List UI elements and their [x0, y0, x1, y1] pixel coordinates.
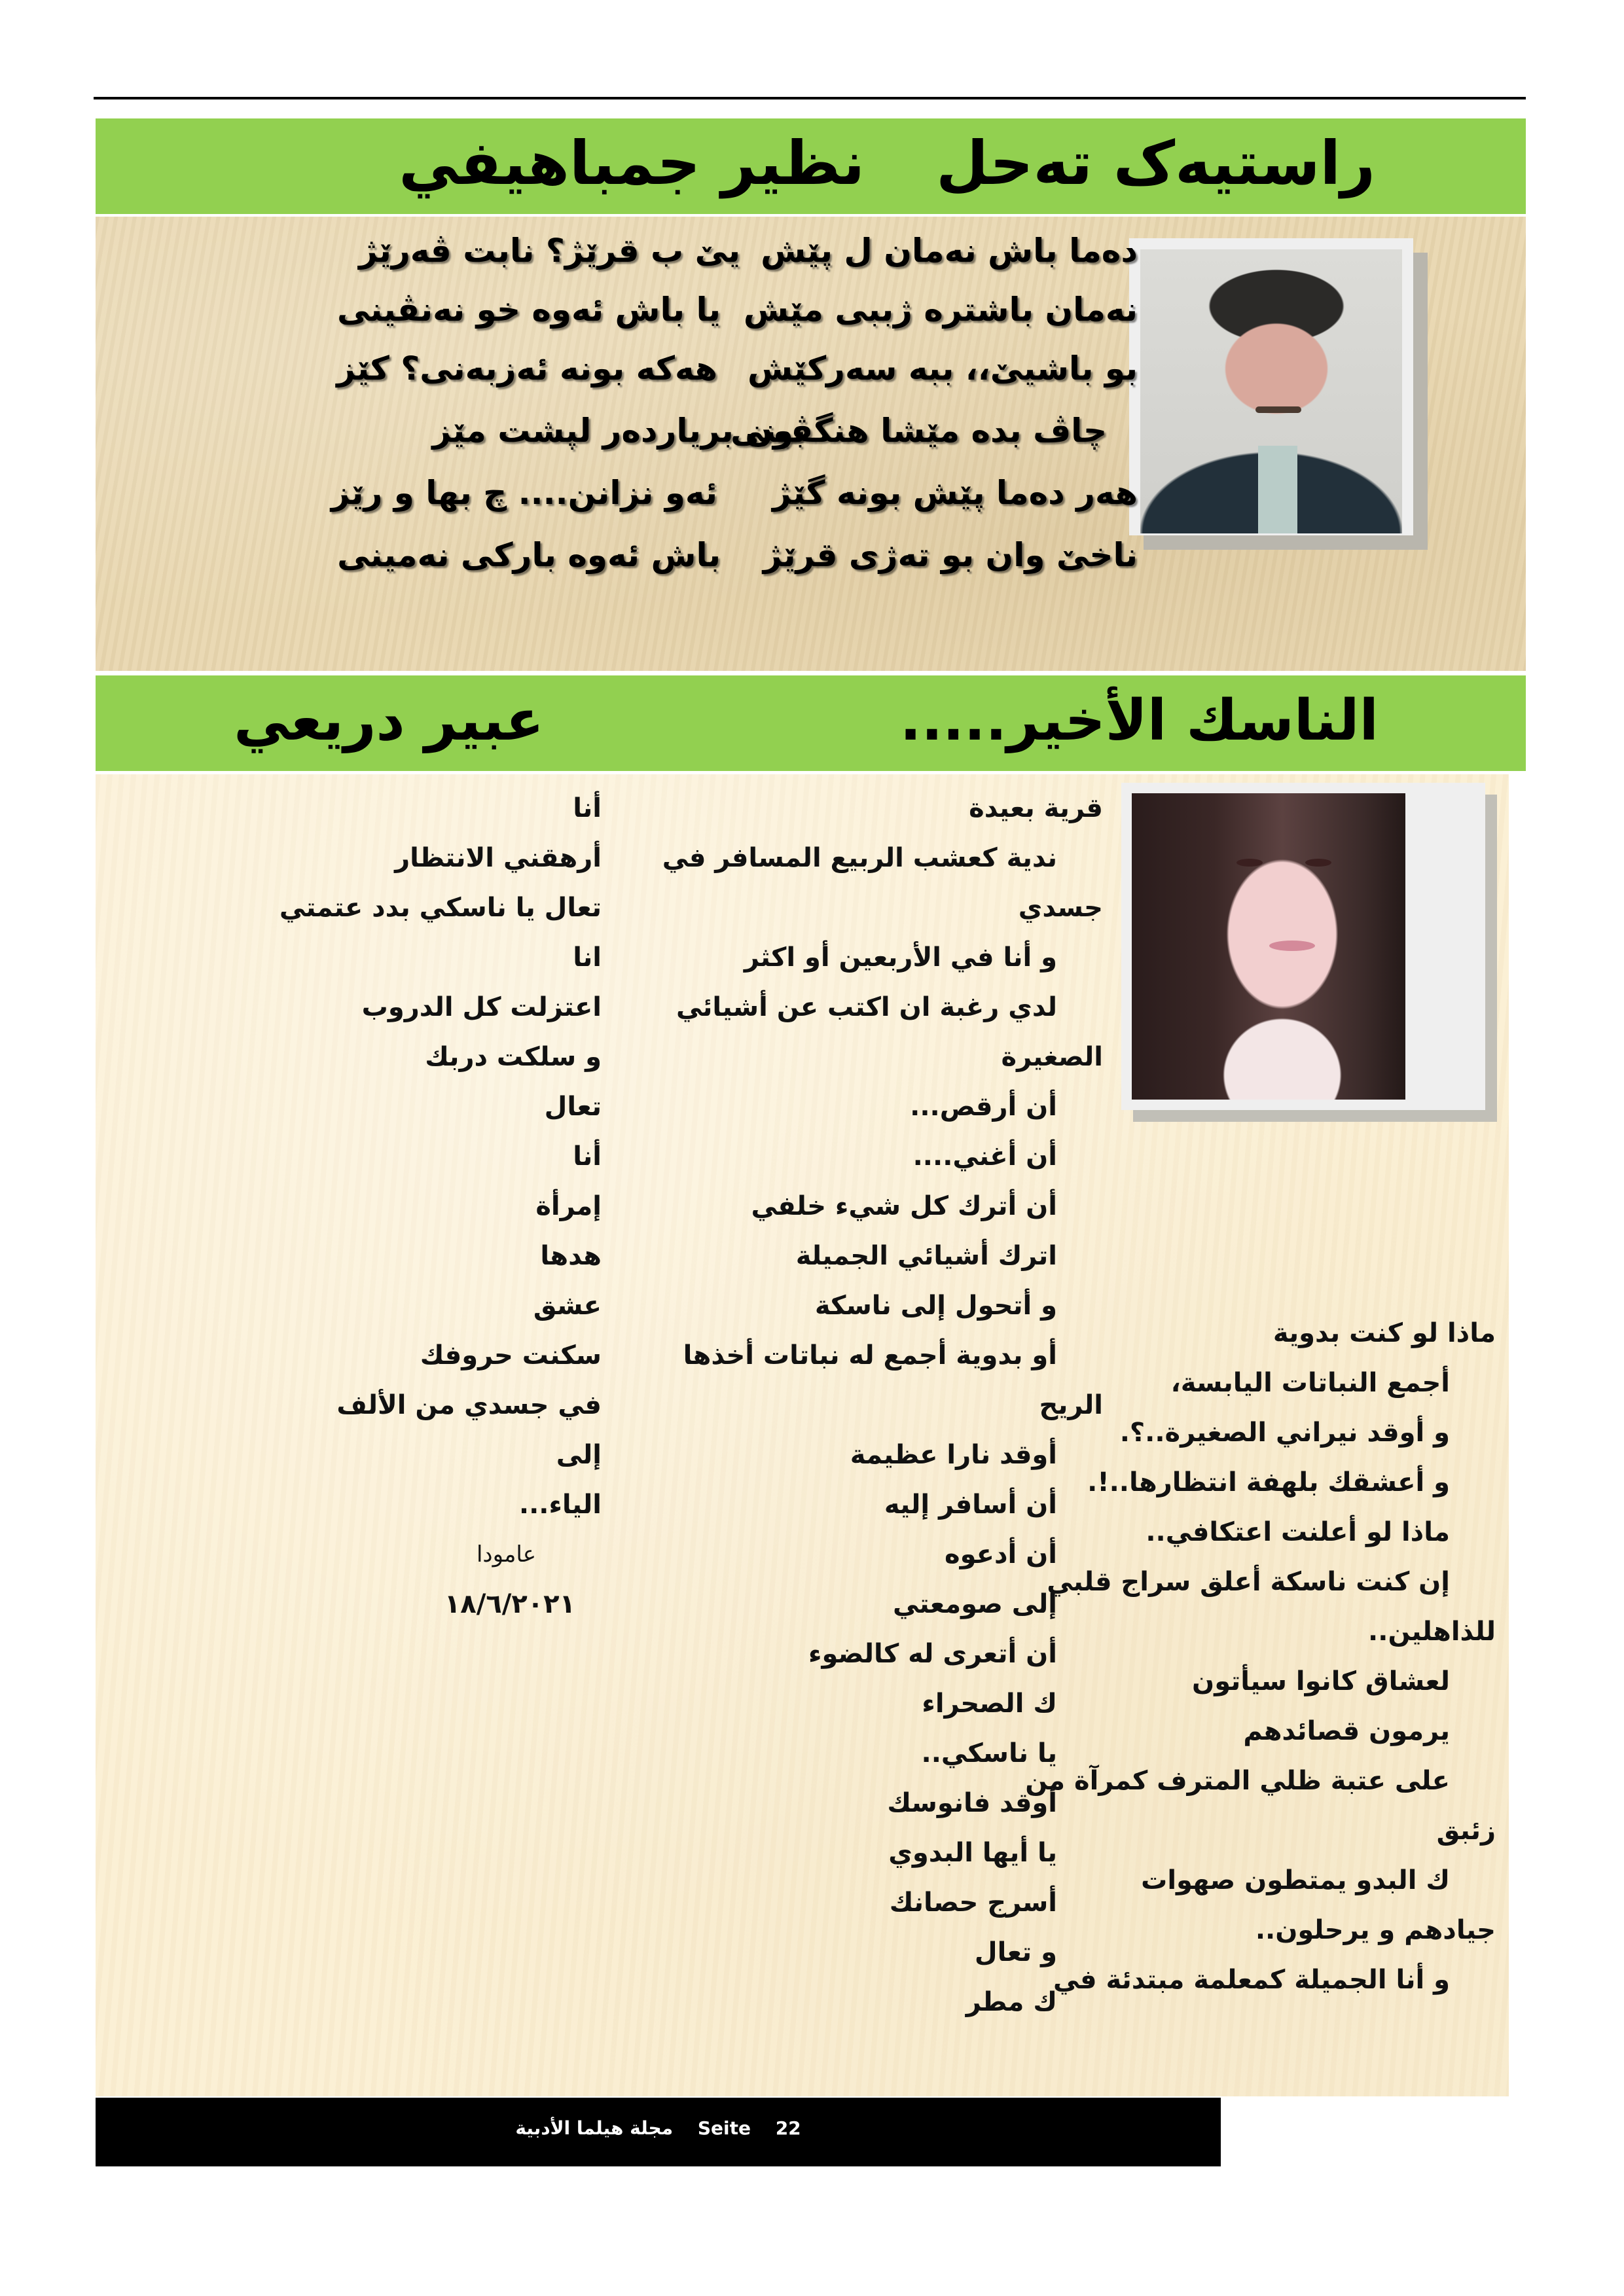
poem-line: أن أسافر إليه [884, 1490, 1057, 1520]
section1-photo-frame [1129, 238, 1413, 535]
poem-line: الياء... [518, 1490, 602, 1520]
poem-line: يا ناسكي.. [921, 1738, 1057, 1768]
poem-line: لعشاق كانوا سيأتون [1192, 1666, 1450, 1696]
section2-panel [96, 774, 1509, 2096]
shirt-collar [1258, 446, 1297, 533]
poem-line: أنا [573, 793, 602, 823]
top-rule [94, 97, 1526, 99]
poem-line: الريح [1039, 1390, 1103, 1420]
poem-line: إن كنت ناسكة أعلق سراج قلبي [1047, 1567, 1450, 1597]
woman-portrait-photo [1132, 793, 1405, 1100]
poem-line: للذاهلين.. [1368, 1617, 1496, 1647]
poem-line: چاڤ بدە مێشا هنگڤینی [731, 412, 1107, 450]
poem-place: عامودا [476, 1541, 536, 1568]
poem-line: و أنا في الأربعين أو اكثر [744, 942, 1057, 973]
poem-line: و أنا الجميلة كمعلمة مبتدئة في [1053, 1965, 1450, 1995]
poem-line: اترك أشيائي الجميلة [795, 1241, 1057, 1271]
man-portrait-photo [1140, 249, 1402, 533]
poem-line: جيادهم و يرحلون.. [1255, 1915, 1496, 1945]
poem-line: ئەو نزانن.... چ بها و رێز [331, 474, 717, 512]
poem-line: تعال يا ناسكي بدد عتمتي [279, 893, 602, 923]
section2-title-band [96, 675, 1526, 771]
poem-line: أن أتعرى له كالضوء [808, 1639, 1057, 1669]
poem-line: لدي رغبة ان اكتب عن أشيائي [676, 992, 1057, 1022]
poem-line: أسرج حصانك [889, 1888, 1057, 1918]
poem-line: یا باش ئەوە خو نەنڤینی [336, 291, 721, 329]
page-footer [96, 2098, 1221, 2166]
poem-line: أن أرقص... [910, 1092, 1057, 1122]
poem-line: قرية بعيدة [969, 793, 1103, 823]
poem-line: في جسدي من الألف [336, 1390, 602, 1420]
poem-line: أوقد فانوسك [887, 1788, 1057, 1818]
footer-text [96, 2117, 1221, 2139]
poem-line: الصغيرة [1001, 1042, 1103, 1072]
page-number: 22 [775, 2117, 801, 2139]
eye-left [1236, 859, 1263, 867]
poem-line: هەر دەما پێش بونە گێژ [772, 474, 1138, 512]
poem-line: يرمون قصائدهم [1243, 1716, 1450, 1746]
poem-line: على عتبة ظلي المترف كمرآة من [1025, 1766, 1450, 1796]
poem-line: باش ئەوە بارکی نەمینی [337, 536, 721, 574]
poem-line: اعتزلت كل الدروب [361, 992, 602, 1022]
poem-line: أجمع النباتات اليابسة، [1170, 1368, 1450, 1398]
magazine-name: مجلة هيلما الأدبية [515, 2117, 674, 2139]
poem-line: ناخێ وان بو تەژی قرێژ [763, 536, 1138, 574]
mustache [1255, 406, 1301, 413]
poem-line: ماذا لو كنت بدوية [1272, 1318, 1496, 1348]
poem-line: هدها [540, 1241, 602, 1271]
poem-column-left [280, 783, 602, 1629]
poem-line: إمرأة [535, 1191, 602, 1221]
poem-line: انا [573, 942, 602, 973]
poem-line: إلى صومعتي [893, 1589, 1057, 1619]
poem-line: و أعشقك بلهفة انتظارها..!. [1087, 1467, 1450, 1498]
eye-right [1305, 859, 1331, 867]
poem-line: جسدي [1018, 893, 1103, 923]
section2-title: الناسك الأخير..... [899, 688, 1379, 753]
poem-column-middle [662, 783, 1103, 2027]
poem-line: ماذا لو أعلنت اعتكافي.. [1146, 1517, 1450, 1547]
poem-line: ك الصحراء [922, 1689, 1057, 1719]
poem-line: و سلكت دربك [425, 1042, 602, 1072]
poem-line: ندية كعشب الربيع المسافر في [662, 843, 1057, 873]
poem-line: أوقد نارا عظيمة [850, 1440, 1057, 1470]
page-label: Seite [697, 2117, 751, 2139]
poem-line: أن أدعوه [944, 1539, 1057, 1570]
poem-line: أو بدوية أجمع له نباتات أخذها [683, 1340, 1057, 1371]
poem-line: یێ ب قرێژ؟ نابت ڤەرێژ [359, 232, 740, 270]
poem-line: أن أغني.... [912, 1141, 1057, 1172]
poem-line: ك البدو يمتطون صهوات [1141, 1865, 1450, 1895]
section1-title-band [96, 118, 1526, 214]
poem-line: و أوقد نيراني الصغيرة..؟. [1119, 1418, 1450, 1448]
poem-date: ١٨/٦/٢٠٢١ [444, 1589, 575, 1619]
poem-line: أرهقني الانتظار [395, 843, 602, 873]
section1-author: نظير جمباهيفي [399, 128, 865, 199]
poem-line: و أتحول إلى ناسكة [814, 1291, 1057, 1321]
poem-line: بون بریاردەر لپشت مێز [432, 412, 806, 450]
poem-line: تعال [544, 1092, 602, 1122]
poem-line: هەکە بونە ئەزبەنی؟ کێز [336, 350, 717, 387]
poem-line: دەما باش نەمان ل پێش [761, 232, 1138, 270]
poem-line: إلى [556, 1440, 602, 1470]
poem-line: نەمان باشترە ژببی مێش [743, 291, 1138, 329]
section1-title: راستیەک تەحل [936, 128, 1375, 199]
poem-line: ك مطر [965, 1987, 1057, 2017]
section2-author: عبير دريعي [234, 688, 544, 753]
poem-line: عشق [533, 1291, 602, 1321]
section2-photo-frame [1121, 783, 1485, 1110]
poem-line: و تعال [974, 1937, 1057, 1967]
poem-line: أنا [573, 1141, 602, 1172]
poem-line: زئبق [1436, 1816, 1496, 1846]
section1-panel [96, 217, 1526, 671]
poem-line: أن أترك كل شيء خلفي [751, 1191, 1057, 1221]
poem-line: يا أيها البدوي [888, 1838, 1057, 1868]
lips [1269, 941, 1315, 951]
poem-line: بو باشیێ،، ببە سەرکێش [748, 350, 1138, 387]
poem-line: سكنت حروفك [420, 1340, 602, 1371]
